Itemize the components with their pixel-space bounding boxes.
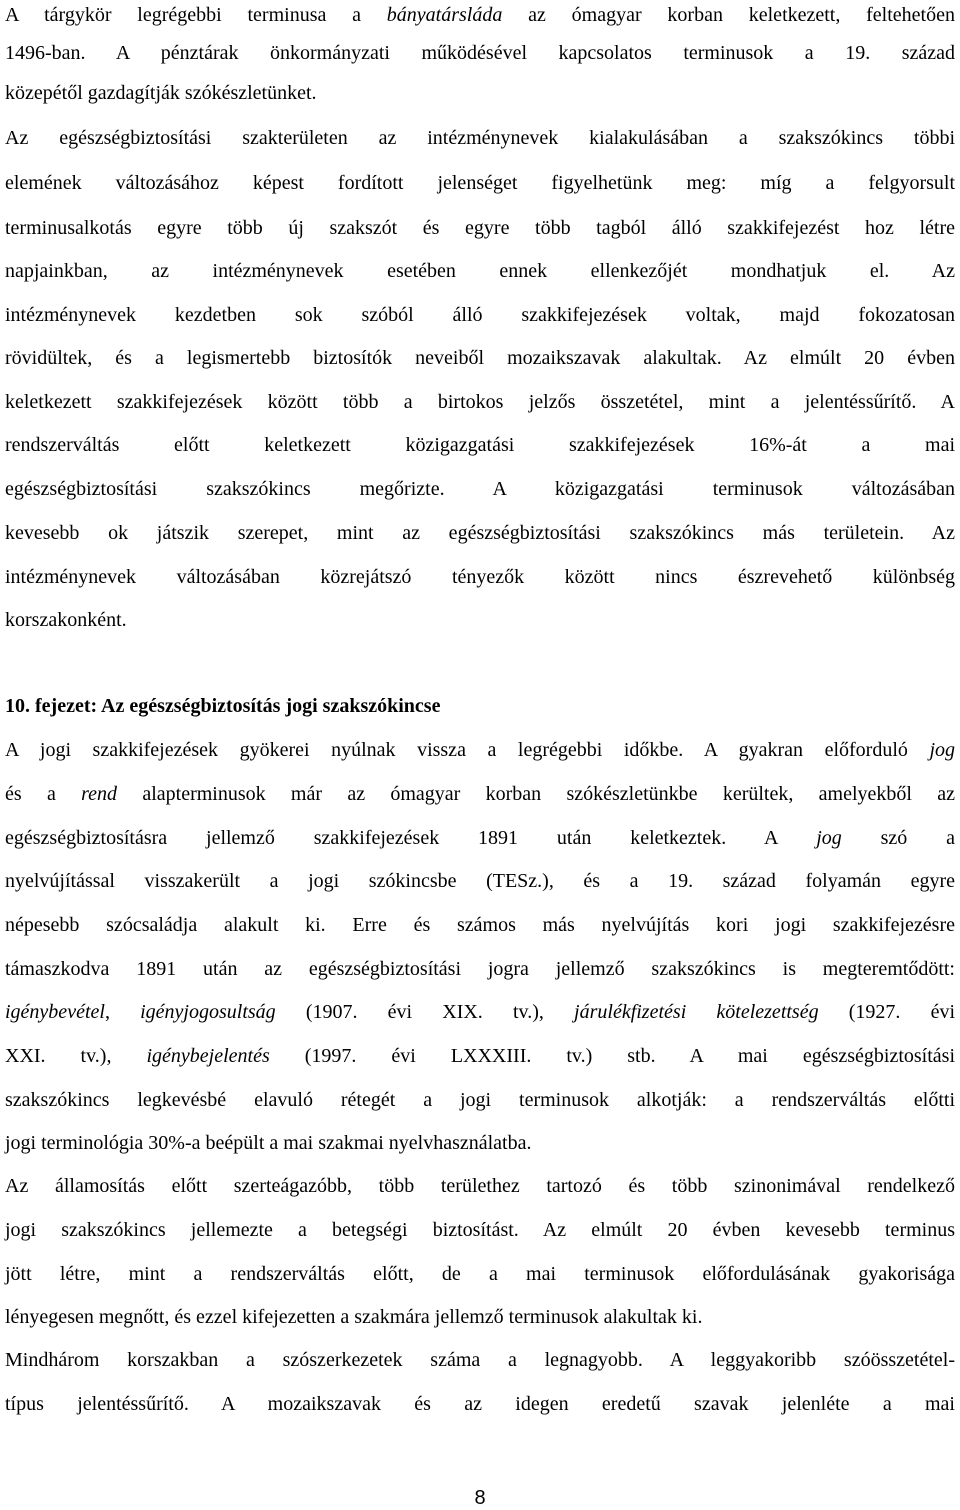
text-line: szakszókincs legkevésbé elavuló rétegét a jogi terminusok alkotják: a rendszerváltás előtti [5,1089,955,1111]
italic-term: jog [929,739,955,761]
text-line: lényegesen megnőtt, és ezzel kifejezetten a szakmára jellemző terminusok alakultak ki. [5,1306,703,1328]
text-line: és a rend alapterminusok már az ómagyar korban szókészletünkbe kerültek, amelyekből az [5,783,955,805]
text-line: elemének változásához képest fordított jelenséget figyelhetünk meg: míg a felgyorsult [5,172,955,194]
italic-term: rend [81,783,118,805]
text-line: korszakonként. [5,609,127,631]
italic-term: járulékfizetési kötelezettség [574,1001,819,1023]
text-line: intézménynevek változásában közrejátszó tényezők között nincs észrevehető különbség [5,566,955,588]
text-line: Az államosítás előtt szerteágazóbb, több területhez tartozó és több szinonimával rendelkező [5,1175,955,1197]
text-line: intézménynevek kezdetben sok szóból álló szakkifejezések voltak, majd fokozatosan [5,304,955,326]
italic-term: igénybejelentés [146,1045,270,1067]
text-line: egészségbiztosításra jellemző szakkifejezések 1891 után keletkeztek. A jog szó a [5,827,955,849]
text-line: közepétől gazdagítják szókészletünket. [5,82,317,104]
text-line: igénybevétel, igényjogosultság (1907. évi XIX. tv.), járulékfizetési kötelezettség (1927. évi [5,1001,956,1023]
text-line: Mindhárom korszakban a szószerkezetek száma a legnagyobb. A leggyakoribb szóösszetétel- [5,1349,955,1371]
text-line: A tárgykör legrégebbi terminusa a bányatársláda az ómagyar korban keletkezett, feltehetően [5,4,955,26]
text-line: jogi terminológia 30%-a beépült a mai szakmai nyelvhasználatba. [5,1132,532,1154]
text-line: terminusalkotás egyre több új szakszót és egyre több tagból álló szakkifejezést hoz létre [5,217,955,239]
text-line: jogi szakszókincs jellemezte a betegségi biztosítást. Az elmúlt 20 évben kevesebb terminus [5,1219,955,1241]
italic-term: igénybevétel [5,1001,105,1023]
text-line: jött létre, mint a rendszerváltás előtt, de a mai terminusok előfordulásának gyakorisága [5,1263,955,1285]
page-number: 8 [474,1487,486,1509]
text-line: Az egészségbiztosítási szakterületen az intézménynevek kialakulásában a szakszókincs többi [5,127,955,149]
italic-term: igényjogosultság [140,1001,276,1023]
text-line: nyelvújítással visszakerült a jogi szókincsbe (TESz.), és a 19. század folyamán egyre [5,870,955,892]
text-line: 1496-ban. A pénztárak önkormányzati működésével kapcsolatos terminusok a 19. század [5,42,955,64]
text-line: keletkezett szakkifejezések között több a birtokos jelzős összetétel, mint a jelentéssűrítő. A [5,391,955,413]
text-line: egészségbiztosítási szakszókincs megőrizte. A közigazgatási terminusok változásában [5,478,955,500]
italic-term: bányatársláda [386,4,503,26]
text-line: XXI. tv.), igénybejelentés (1997. évi LXXXIII. tv.) stb. A mai egészségbiztosítási [5,1045,955,1067]
chapter-heading: 10. fejezet: Az egészségbiztosítás jogi szakszókincse [5,695,441,717]
text-line: A jogi szakkifejezések gyökerei nyúlnak vissza a legrégebbi időkbe. A gyakran előforduló jog [5,739,955,761]
text-line: napjainkban, az intézménynevek esetében ennek ellenkezőjét mondhatjuk el. Az [5,260,955,282]
italic-term: jog [816,827,842,849]
text-line: típus jelentéssűrítő. A mozaikszavak és az idegen eredetű szavak jelenléte a mai [5,1393,955,1415]
text-line: kevesebb ok játszik szerepet, mint az egészségbiztosítási szakszókincs más területein. Az [5,522,955,544]
text-line: rövidültek, és a legismertebb biztosítók neveiből mozaikszavak alakultak. Az elmúlt 20 évben [5,347,955,369]
text-line: népesebb szócsaládja alakult ki. Erre és számos más nyelvújítás kori jogi szakkifejezésre [5,914,955,936]
text-line: rendszerváltás előtt keletkezett közigazgatási szakkifejezések 16%-át a mai [5,434,955,456]
text-line: támaszkodva 1891 után az egészségbiztosítási jogra jellemző szakszókincs is megteremtődött: [5,958,955,980]
